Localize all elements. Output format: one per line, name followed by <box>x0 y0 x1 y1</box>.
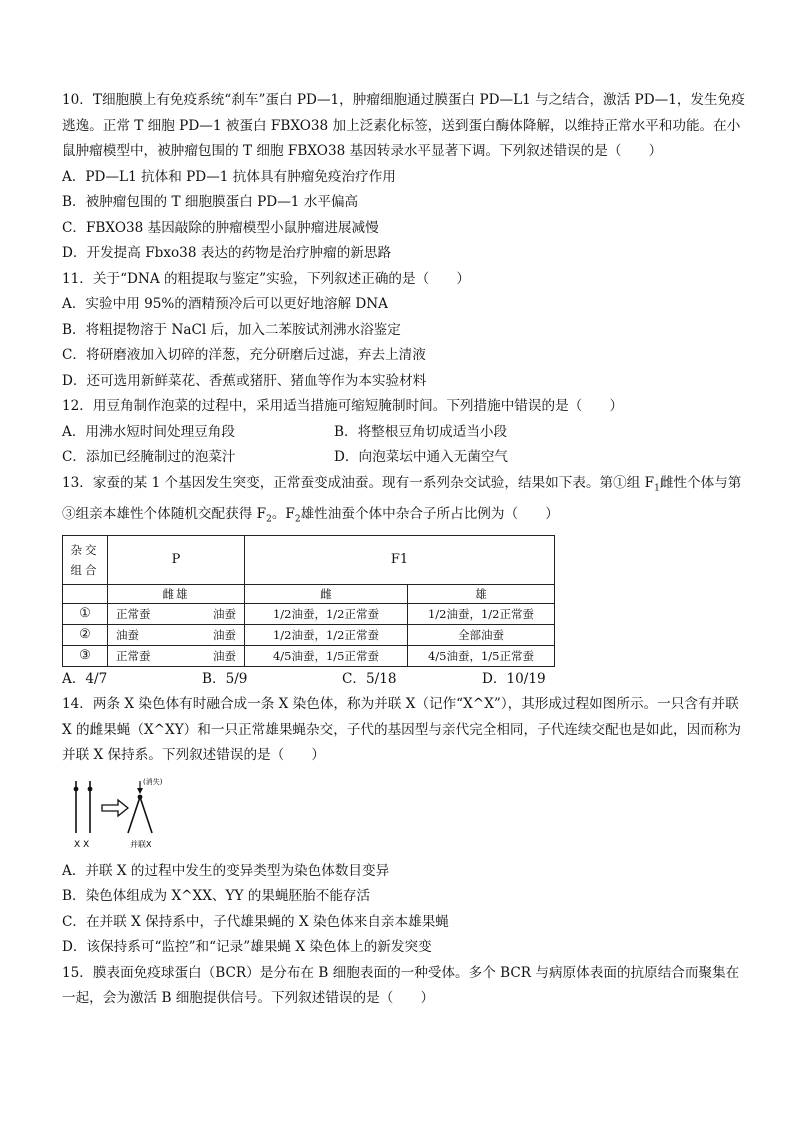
question-13-option-b: B．5/9 <box>202 670 248 687</box>
process-arrow <box>102 800 128 816</box>
question-13-options <box>62 667 746 693</box>
question-10-option-a: A．PD—L1 抗体和 PD—1 抗体具有肿瘤免疫治疗作用 <box>62 168 396 185</box>
question-13-stem-a: 13．家蚕的某 1 个基因发生突变，正常蚕变成油蚕。现有一系列杂交试验，结果如下表。第①组 F <box>62 474 655 491</box>
question-11-option-a: A．实验中用 95%的酒精预冷后可以更好地溶解 DNA <box>62 296 388 312</box>
question-12-stem: 12．用豆角制作泡菜的过程中，采用适当措施可缩短腌制时间。下列措施中错误的是（ ） <box>62 398 624 414</box>
row-p: 正常蚕 油蚕 <box>108 603 245 624</box>
fused-label: 并联X <box>130 839 152 849</box>
question-11-option-b: B．将粗提物溶于 NaCl 后，加入二苯胺试剂沸水浴鉴定 <box>62 321 401 338</box>
row-id: ② <box>63 624 108 645</box>
table-row <box>63 645 555 666</box>
fused-arm-right <box>140 797 152 833</box>
question-13-stem-d: 雄性油蚕个体中杂合子所占比例为（ ） <box>300 505 559 522</box>
subheader-female-male: 雌雄 <box>108 584 245 603</box>
header-cross: 杂交组合 <box>63 535 108 584</box>
fused-arm-left <box>128 797 140 833</box>
cross-table <box>62 535 555 667</box>
header-p: P <box>108 535 245 584</box>
question-11-stem: 11．关于“DNA 的粗提取与鉴定”实验，下列叙述正确的是（ ） <box>62 270 470 287</box>
row-f1-male: 1/2油蚕，1/2正常蚕 <box>408 603 555 624</box>
question-10-option-d: D．开发提高 Fbxo38 表达的药物是治疗肿瘤的新思路 <box>62 245 392 261</box>
question-10-option-b: B．被肿瘤包围的 T 细胞膜蛋白 PD—1 水平偏高 <box>62 194 359 210</box>
table-row <box>63 603 555 624</box>
centromere-right <box>88 787 93 792</box>
question-12-option-b: B．将整根豆角切成适当小段 <box>334 423 508 440</box>
row-id: ① <box>63 603 108 624</box>
question-12-options-row-1 <box>62 420 746 446</box>
question-13-stem-c: 。F <box>271 505 295 522</box>
row-f1-male: 全部油蚕 <box>408 624 555 645</box>
table-row <box>63 624 555 645</box>
subheader-female: 雌 <box>245 584 408 603</box>
attached-x-figure <box>70 775 180 853</box>
row-f1-female: 1/2油蚕，1/2正常蚕 <box>245 603 408 624</box>
question-14-option-c: C．在并联 X 保持系中，子代雄果蝇的 X 染色体来自亲本雄果蝇 <box>62 913 449 930</box>
question-14-stem: 14．两条 X 染色体有时融合成一条 X 染色体，称为并联 X（记作“X^X”），其形成过程如图所示。一只含有并联 X 的雌果蝇（X^XY）和一只正常雄果蝇杂交，子代的基因型与亲代完全相同，子代连续交配也是如此，因而称为并联 X 保持系。下列叙述错误的是（ ） <box>62 696 742 764</box>
question-13-option-a: A．4/7 <box>62 670 108 687</box>
subheader-empty <box>63 584 108 603</box>
question-12-option-d: D．向泡菜坛中通入无菌空气 <box>334 449 509 465</box>
question-13-option-d: D．10/19 <box>482 670 546 687</box>
question-10-stem: 10．T细胞膜上有免疫系统“刹车”蛋白 PD—1，肿瘤细胞通过膜蛋白 PD—L1 与之结合，激活 PD—1，发生免疫逃逸。正常 T 细胞 PD—1 被蛋白 FBXO38 加上泛素化标签，送到蛋白酶体降解，以维持正常水平和功能。在小鼠肿瘤模型中，被肿瘤包围的 T 细胞 FBXO38 基因转录水平显著下调。下列叙述错误的是（ ） <box>62 92 745 159</box>
question-12-options-row-2 <box>62 445 746 471</box>
row-p: 油蚕 油蚕 <box>108 624 245 645</box>
question-14-option-a: A．并联 X 的过程中发生的变异类型为染色体数目变异 <box>62 862 390 879</box>
row-id: ③ <box>63 645 108 666</box>
header-f1: F1 <box>245 535 555 584</box>
subscript-1: 1 <box>654 483 660 494</box>
row-f1-female: 4/5油蚕，1/5正常蚕 <box>245 645 408 666</box>
row-f1-male: 4/5油蚕，1/5正常蚕 <box>408 645 555 666</box>
question-11-option-c: C．将研磨液加入切碎的洋葱，充分研磨后过滤，弃去上清液 <box>62 347 426 363</box>
question-15-stem: 15．膜表面免疫球蛋白（BCR）是分布在 B 细胞表面的一种受体。多个 BCR 与病原体表面的抗原结合而聚集在一起，会为激活 B 细胞提供信号。下列叙述错误的是（ ） <box>62 964 740 1007</box>
lost-label: (消失) <box>143 777 163 786</box>
question-14-option-b: B．染色体组成为 X^XX、YY 的果蝇胚胎不能存活 <box>62 888 371 905</box>
question-13-stem <box>62 471 746 533</box>
row-p: 正常蚕 油蚕 <box>108 645 245 666</box>
exam-page <box>62 88 746 1012</box>
table-subheader-row <box>63 584 555 603</box>
question-10-option-c: C．FBXO38 基因敲除的肿瘤模型小鼠肿瘤进展减慢 <box>62 219 379 236</box>
row-f1-female: 1/2油蚕，1/2正常蚕 <box>245 624 408 645</box>
question-14-option-d: D．该保持系可“监控”和“记录”雄果蝇 X 染色体上的新发突变 <box>62 939 432 956</box>
question-12-option-a: A．用沸水短时间处理豆角段 <box>62 423 235 440</box>
subscript-2: 2 <box>266 514 272 525</box>
subheader-male: 雄 <box>408 584 555 603</box>
table-header-row <box>63 535 555 584</box>
question-11-option-d: D．还可选用新鲜菜花、香蕉或猪肝、猪血等作为本实验材料 <box>62 372 427 389</box>
x-labels: X X <box>74 839 90 850</box>
centromere-left <box>74 787 79 792</box>
question-13-option-c: C．5/18 <box>342 670 397 687</box>
subscript-2b: 2 <box>294 514 301 525</box>
question-13-stem-b: 雌性个体与第③组亲本雄性个体随机交配获得 F <box>62 474 742 522</box>
question-12-option-c: C．添加已经腌制过的泡菜汁 <box>62 449 236 465</box>
